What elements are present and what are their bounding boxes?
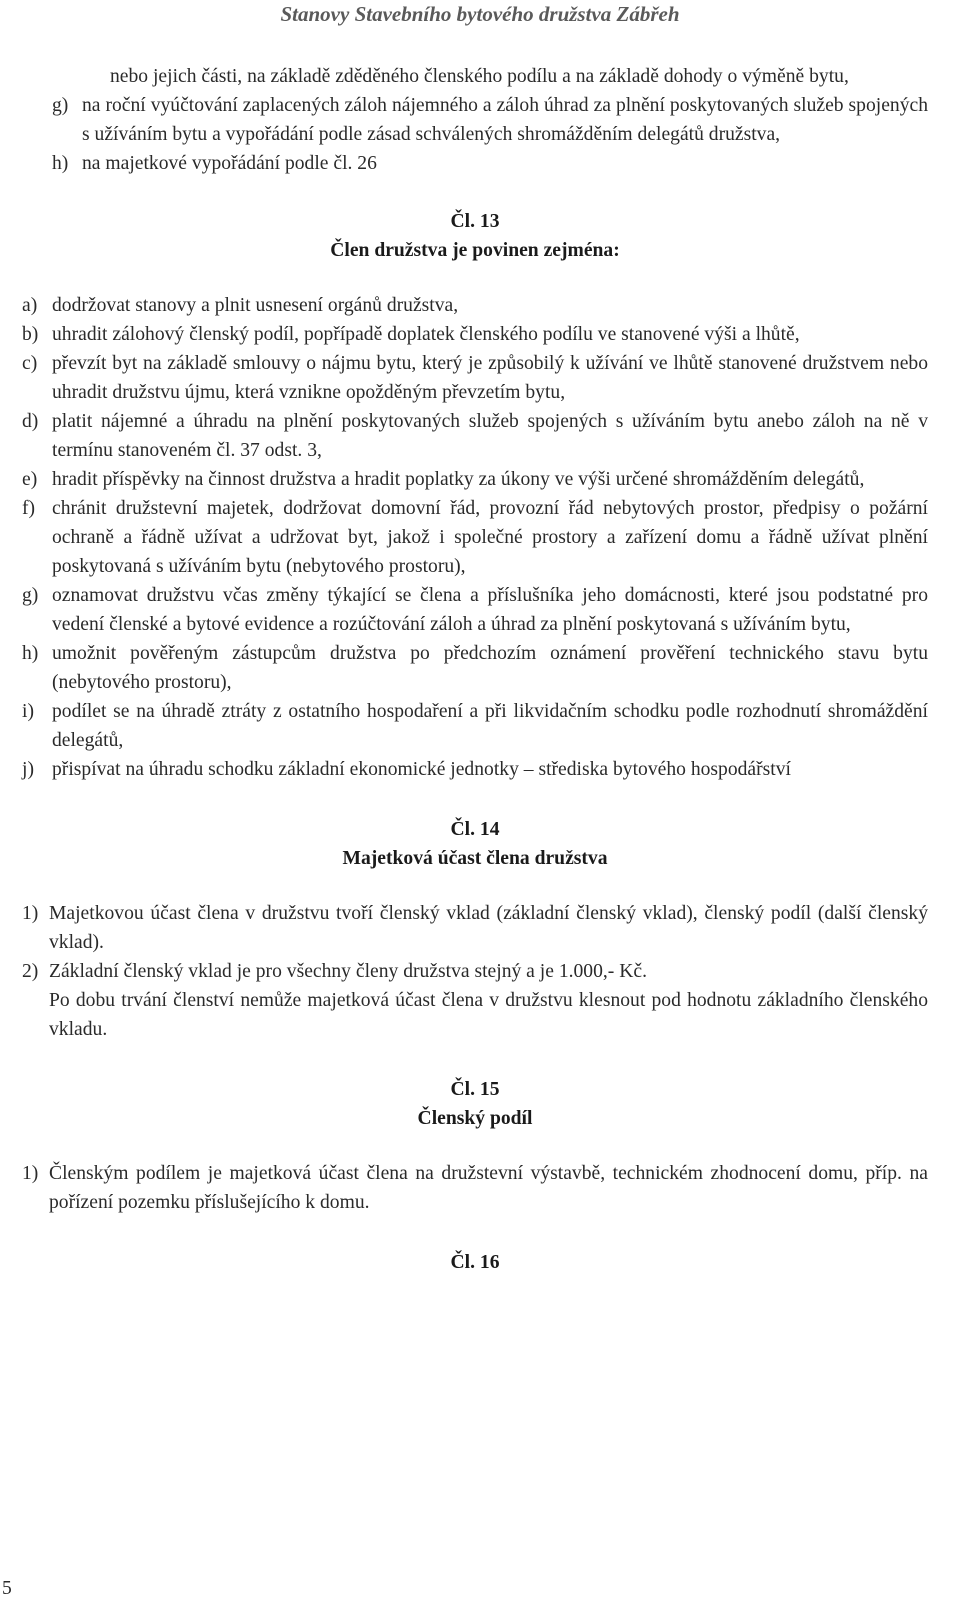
list-item-text: na roční vyúčtování zaplacených záloh nájemného a záloh úhrad za plnění poskytovaných služeb spojených s užíváním bytu a vypořádání podle zásad schválených shromážděním delegátů družstva, [82,95,928,145]
list-item-text: dodržovat stanovy a plnit usnesení orgánů družstva, [52,295,459,316]
list-item [22,407,928,465]
article-15-list [22,1159,928,1217]
list-item [22,697,928,755]
list-item-label: c) [22,353,38,374]
article-14-number: Čl. 14 [450,819,500,840]
intro-continuation: nebo jejich části, na základě zděděného členského podílu a na základě dohody o výměně bytu, [110,66,849,87]
list-item [22,1159,928,1217]
article-15-title: Členský podíl [417,1108,533,1129]
list-item [22,494,928,581]
list-item-label: d) [22,411,39,432]
list-item-text: přispívat na úhradu schodku základní ekonomické jednotky – střediska bytového hospodářství [52,759,791,780]
list-item-text: Majetkovou účast člena v družstvu tvoří členský vklad (základní členský vklad), členský podíl (další členský vklad). [49,903,928,953]
list-item [22,291,928,320]
list-item-text: uhradit zálohový členský podíl, popřípadě doplatek členského podílu ve stanovené výši a lhůtě, [52,324,800,345]
article-14-title: Majetková účast člena družstva [342,848,608,869]
list-item-label: g) [52,95,69,116]
list-item [22,639,928,697]
list-item-text: na majetkové vypořádání podle čl. 26 [82,153,377,174]
list-item-label: 2) [22,961,39,982]
list-item-label: 1) [22,1163,39,1184]
list-item-text: chránit družstevní majetek, dodržovat domovní řád, provozní řád nebytových prostor, předpisy o požární ochraně a řádně užívat a udržovat byt, jakož i společné prostory a zařízení domu a řádně užívat plnění poskytovaná s užíváním bytu (nebytového prostoru), [52,498,928,577]
list-item [22,91,928,149]
list-item [22,581,928,639]
list-item-text: Základní členský vklad je pro všechny členy družstva stejný a je 1.000,- Kč. [49,961,647,982]
list-item [22,755,928,784]
list-item-label: 1) [22,903,39,924]
article-14-continuation: Po dobu trvání členství nemůže majetková účast člena v družstvu klesnout pod hodnotu základního členského vkladu. [49,990,928,1040]
list-item-text: Členským podílem je majetková účast člena na družstevní výstavbě, technickém zhodnocení domu, příp. na pořízení pozemku příslušejícího k domu. [49,1163,928,1213]
list-item-label: a) [22,295,38,316]
list-item-label: i) [22,701,34,722]
list-item [22,465,928,494]
list-item-label: f) [22,498,36,519]
list-item-label: g) [22,585,39,606]
list-item-text: převzít byt na základě smlouvy o nájmu bytu, který je způsobilý k užívání ve lhůtě stanovené družstvem nebo uhradit družstvu újmu, která vznikne opožděným převzetím bytu, [52,353,928,403]
list-item-text: hradit příspěvky na činnost družstva a hradit poplatky za úkony ve výši určené shromážděním delegátů, [52,469,865,490]
list-item-label: h) [22,643,39,664]
list-item-text: podílet se na úhradě ztráty z ostatního hospodaření a při likvidačním schodku podle rozhodnutí shromáždění delegátů, [52,701,928,751]
list-item [22,149,928,178]
list-item [22,957,928,986]
list-item-text: oznamovat družstvu včas změny týkající se člena a příslušníka jeho domácnosti, které jsou podstatné pro vedení členské a bytové evidence a rozúčtování záloh a úhrad za plnění poskytovaná s užíváním bytu, [52,585,928,635]
list-item-label: h) [52,153,69,174]
list-item-label: j) [22,759,34,780]
list-item-label: b) [22,324,39,345]
list-item-text: umožnit pověřeným zástupcům družstva po předchozím oznámení prověření technického stavu bytu (nebytového prostoru), [52,643,928,693]
list-item-text: platit nájemné a úhradu na plnění poskytovaných služeb spojených s užíváním bytu anebo záloh na ně v termínu stanoveném čl. 37 odst. 3, [52,411,928,461]
list-item [22,349,928,407]
article-13-number: Čl. 13 [450,211,500,232]
list-item [22,320,928,349]
article-13-list [22,291,928,784]
list-item-label: e) [22,469,38,490]
document-body [22,62,928,1277]
article-16-number: Čl. 16 [450,1252,500,1273]
document-header: Stanovy Stavebního bytového družstva Zábřeh [280,2,680,26]
list-item [22,899,928,957]
article-13-title: Člen družstva je povinen zejména: [330,240,620,261]
article-15-number: Čl. 15 [450,1079,500,1100]
page-number: 5 [2,1578,12,1599]
article-14-list [22,899,928,1044]
